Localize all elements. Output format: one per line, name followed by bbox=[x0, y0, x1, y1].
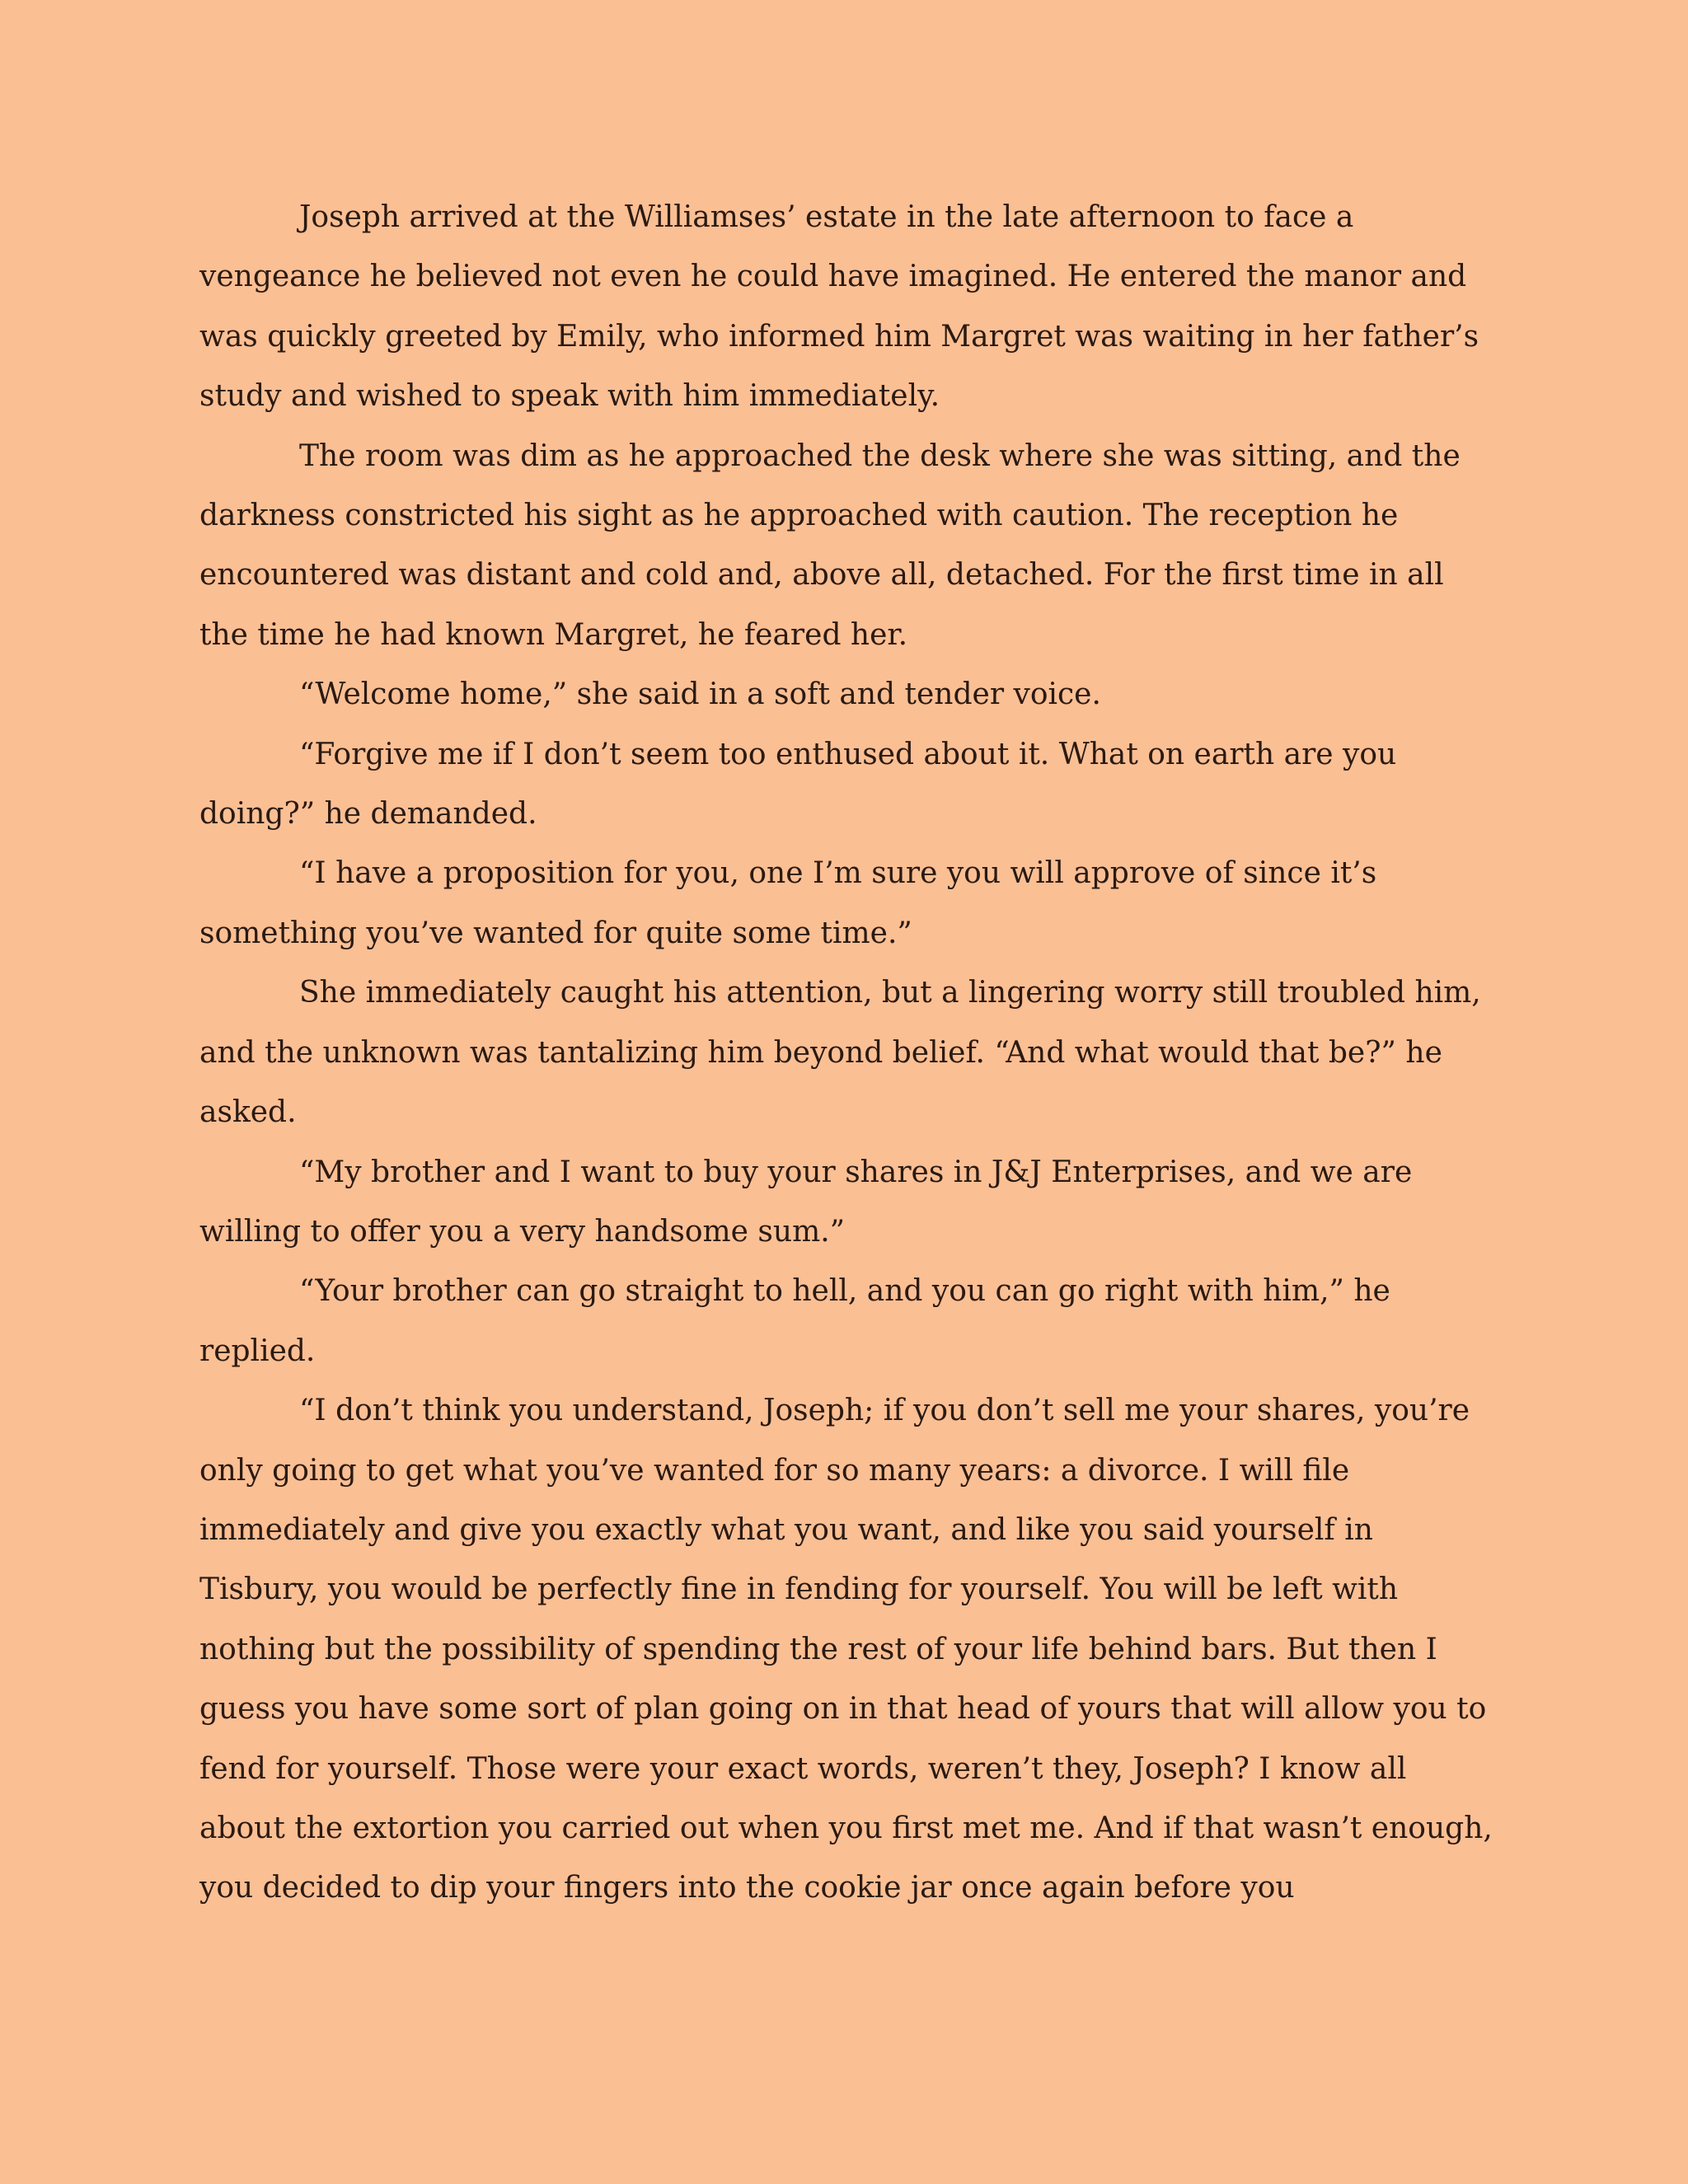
paragraph-4: “Forgive me if I don’t seem too enthused about it. What on earth are you doing?” he demanded. bbox=[199, 737, 1397, 832]
paragraph-3: “Welcome home,” she said in a soft and tender voice. bbox=[299, 677, 1101, 712]
paragraph-5: “I have a proposition for you, one I’m sure you will approve of since it’s something you’ve wanted for quite some time.” bbox=[199, 856, 1377, 950]
paragraph-9: “I don’t think you understand, Joseph; if you don’t sell me your shares, you’re only going to get what you’ve wanted for so many years: a divorce. I will file immediately and give you exactly what you want, and like you said yourself in Tisbury, you would be perfectly fine in fending for yourself. You will be left with nothing but the possibility of spending the rest of your life behind bars. But then I guess you have some sort of plan going on in that head of yours that will allow you to fend for yourself. Those were your exact words, weren’t they, Joseph? I know all about the extortion you carried out when you first met me. And if that wasn’t enough, you decided to dip your fingers into the cookie jar once again before you bbox=[199, 1394, 1493, 1905]
document-page bbox=[199, 188, 1493, 1919]
paragraph-6: She immediately caught his attention, but a lingering worry still troubled him, and the unknown was tantalizing him beyond belief. “And what would that be?” he asked. bbox=[199, 976, 1481, 1130]
paragraph-8: “Your brother can go straight to hell, and you can go right with him,” he replied. bbox=[199, 1274, 1390, 1368]
paragraph-7: “My brother and I want to buy your shares in J&J Enterprises, and we are willing to offer you a very handsome sum.” bbox=[199, 1155, 1413, 1249]
paragraph-1: Joseph arrived at the Williamses’ estate in the late afternoon to face a vengeance he believed not even he could have imagined. He entered the manor and was quickly greeted by Emily, who informed him Margret was waiting in her father’s study and wished to speak with him immediately. bbox=[199, 200, 1479, 414]
paragraph-2: The room was dim as he approached the desk where she was sitting, and the darkness constricted his sight as he approached with caution. The reception he encountered was distant and cold and, above all, detached. For the first time in all the time he had known Margret, he feared her. bbox=[199, 438, 1461, 652]
